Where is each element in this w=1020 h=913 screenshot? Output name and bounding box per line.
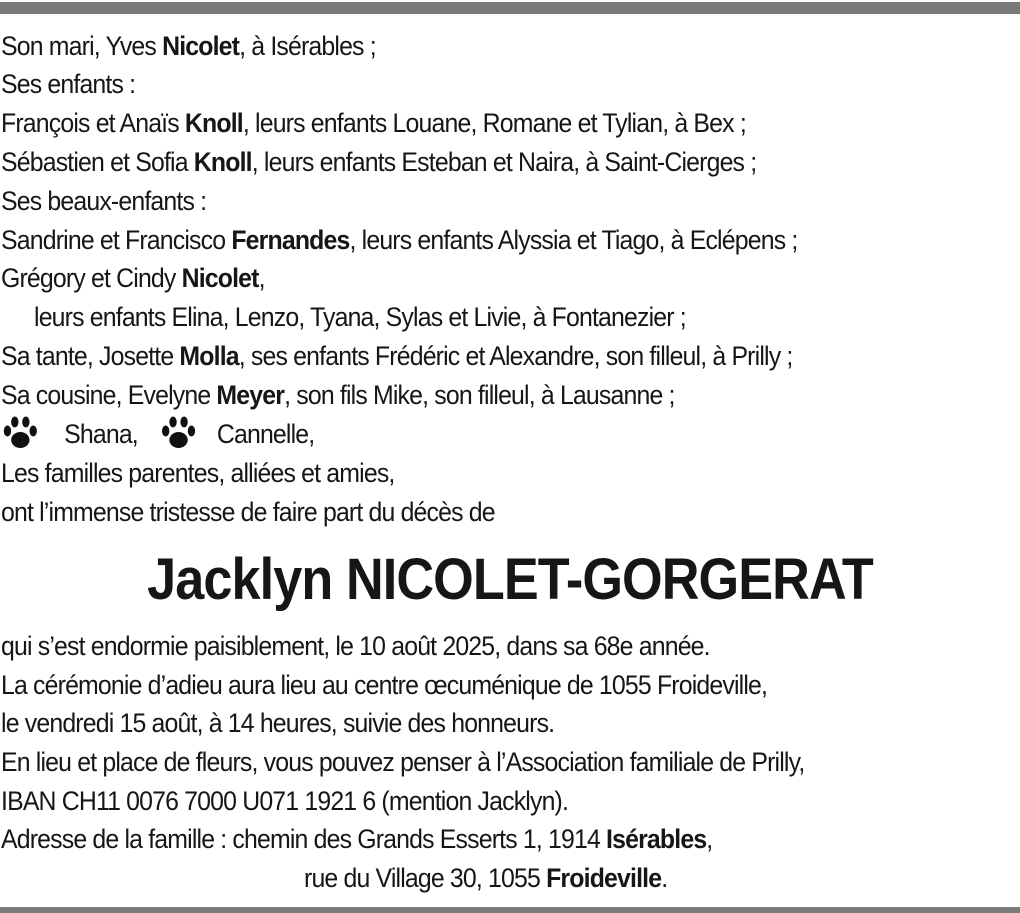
family-line-aunt [1, 337, 792, 375]
text: Ses beaux-enfants : [1, 186, 207, 216]
detail-line-date [1, 704, 554, 742]
bottom-rule [0, 907, 1020, 913]
text: leurs enfants Elina, Lenzo, Tyana, Sylas et Livie, à Fontanezier ; [34, 302, 686, 332]
pet-name: Cannelle, [216, 419, 315, 449]
family-line-stepchildren-heading [1, 182, 206, 220]
text: En lieu et place de fleurs, vous pouvez penser à l’Association familiale de Prilly, [1, 747, 805, 777]
detail-line-ceremony [1, 666, 767, 704]
text: , son fils Mike, son filleul, à Lausanne ; [284, 380, 675, 410]
detail-line-donation [1, 743, 804, 781]
family-line-cousin [1, 376, 675, 414]
text: rue du Village 30, 1055 [304, 863, 547, 893]
place: Isérables [606, 824, 707, 854]
detail-line-passing [1, 627, 710, 665]
text: , leurs enfants Esteban et Naira, à Saint-Cierges ; [251, 147, 757, 177]
text: Les familles parentes, alliées et amies, [1, 458, 395, 488]
text: Grégory et Cindy [1, 263, 182, 293]
family-line-pets [1, 415, 314, 455]
text: François et Anaïs [1, 108, 185, 138]
text: le vendredi 15 août, à 14 heures, suivie des honneurs. [1, 708, 555, 738]
text: ont l’immense tristesse de faire part du décès de [1, 497, 495, 527]
text: . [661, 863, 668, 893]
family-line-stepchild-2 [1, 259, 265, 297]
address-line-1 [1, 820, 712, 858]
deceased-name: Jacklyn NICOLET-GORGERAT [147, 547, 873, 612]
family-line-children-heading [1, 65, 135, 103]
text: Sandrine et Francisco [1, 225, 232, 255]
surname: Knoll [193, 147, 252, 177]
top-rule [0, 2, 1020, 14]
text: La cérémonie d’adieu aura lieu au centre œcuménique de 1055 Froideville, [1, 670, 768, 700]
text: , à Isérables ; [239, 31, 376, 61]
surname: Molla [179, 341, 239, 371]
text: Ses enfants : [1, 69, 136, 99]
text: Son mari, Yves [1, 31, 163, 61]
surname: Fernandes [231, 225, 350, 255]
surname: Nicolet [162, 31, 240, 61]
text: qui s’est endormie paisiblement, le 10 août 2025, dans sa 68e année. [1, 631, 710, 661]
text: Sébastien et Sofia [1, 147, 194, 177]
detail-line-iban [1, 782, 568, 820]
text: , [706, 824, 713, 854]
family-line-stepchild-1 [1, 221, 797, 259]
family-line-husband [1, 27, 376, 65]
text: Sa tante, Josette [1, 341, 180, 371]
text: Sa cousine, Evelyne [1, 380, 217, 410]
text: IBAN CH11 0076 7000 U071 1921 6 (mention Jacklyn). [1, 786, 569, 816]
text: chemin des Grands Esserts 1, 1914 [232, 824, 607, 854]
address-line-2 [304, 859, 667, 897]
text: , leurs enfants Louane, Romane et Tylian, à Bex ; [242, 108, 746, 138]
surname: Nicolet [181, 263, 259, 293]
family-line-announcement [1, 493, 495, 531]
address-label: Adresse de la famille : [1, 824, 233, 854]
surname: Meyer [216, 380, 285, 410]
surname: Knoll [184, 108, 243, 138]
family-line-child-2 [1, 143, 756, 181]
family-line-relatives [1, 454, 395, 492]
paw-print-icon [1, 414, 40, 452]
text: , ses enfants Frédéric et Alexandre, son filleul, à Prilly ; [238, 341, 793, 371]
place: Froideville [546, 863, 662, 893]
paw-print-icon [159, 414, 198, 452]
family-line-stepchild-2-children [34, 298, 686, 336]
text: , leurs enfants Alyssia et Tiago, à Eclépens ; [349, 225, 798, 255]
family-line-child-1 [1, 104, 746, 142]
text: , [258, 263, 265, 293]
pet-name: Shana, [64, 419, 138, 449]
